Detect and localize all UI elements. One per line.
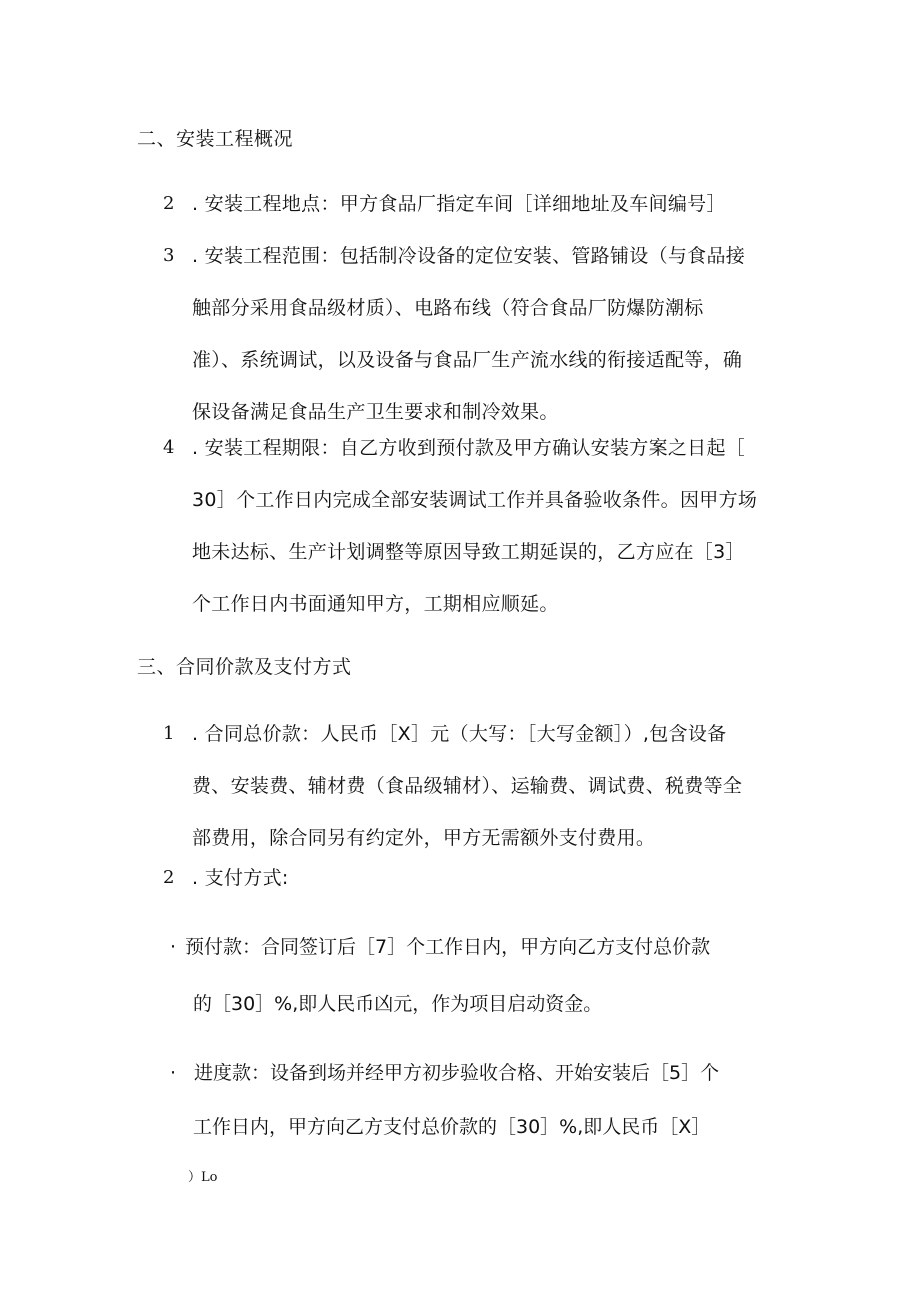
item-text <box>192 422 803 630</box>
section-heading-installation-overview: 二、安装工程概况 <box>137 128 294 150</box>
item-number: 3 <box>163 245 175 266</box>
text-line: 地未达标、生产计划调整等原因导致工期延误的，乙方应在［3］ <box>192 541 745 563</box>
text-line: 准）、系统调试，以及设备与食品厂生产流水线的衔接适配等，确 <box>192 349 743 371</box>
bullet-dot: · <box>170 1062 177 1084</box>
text-line: 工作日内，甲方向乙方支付总价款的［30］%,即人民币［X］ <box>193 1116 711 1138</box>
item-number: 2 <box>163 193 175 214</box>
item-text <box>192 178 803 230</box>
bullet-dot: · <box>170 936 177 958</box>
item-text <box>192 708 803 864</box>
list-item <box>163 852 803 904</box>
item-number: 2 <box>163 867 175 888</box>
text-line: . 支付方式: <box>192 867 289 889</box>
trailing-fragment: ）Lo <box>188 1170 218 1185</box>
text-line: 30］个工作日内完成全部安装调试工作并具备验收条件。因甲方场 <box>192 489 758 511</box>
list-item <box>163 708 803 864</box>
item-text <box>192 852 803 904</box>
text-line: 触部分采用食品级材质）、电路布线（符合食品厂防爆防潮标 <box>192 297 704 319</box>
item-text <box>192 230 803 438</box>
text-line: . 安装工程期限：自乙方收到预付款及甲方确认安装方案之日起［ <box>192 437 746 459</box>
text-line: 的［30］%,即人民币凶元，作为项目启动资金。 <box>193 993 603 1015</box>
list-item <box>163 230 803 438</box>
text-line: 个工作日内书面通知甲方，工期相应顺延。 <box>192 593 559 615</box>
text-line: 保设备满足食品生产卫生要求和制冷效果。 <box>192 401 559 423</box>
list-item <box>163 178 803 230</box>
item-number: 4 <box>163 437 175 458</box>
text-line: 费、安装费、辅材费（食品级辅材）、运输费、调试费、税费等全 <box>192 775 743 797</box>
text-line: 预付款：合同签订后［7］个工作日内，甲方向乙方支付总价款 <box>185 936 711 958</box>
bullet-item-prepayment <box>170 920 790 1031</box>
text-line: . 安装工程范围：包括制冷设备的定位安装、管路铺设（与食品接 <box>192 245 746 267</box>
text-line: 部费用，除合同另有约定外，甲方无需额外支付费用。 <box>192 827 656 849</box>
text-line: . 安装工程地点：甲方食品厂指定车间［详细地址及车间编号］ <box>192 193 726 215</box>
section-heading-contract-price: 三、合同价款及支付方式 <box>137 656 352 678</box>
item-number: 1 <box>163 723 175 744</box>
text-line: 进度款：设备到场并经甲方初步验收合格、开始安装后［5］个 <box>194 1062 720 1084</box>
bullet-item-progress-payment <box>170 1046 790 1154</box>
list-item <box>163 422 803 630</box>
text-line: . 合同总价款：人民币［X］元（大写：［大写金额］）,包含设备 <box>192 723 727 745</box>
